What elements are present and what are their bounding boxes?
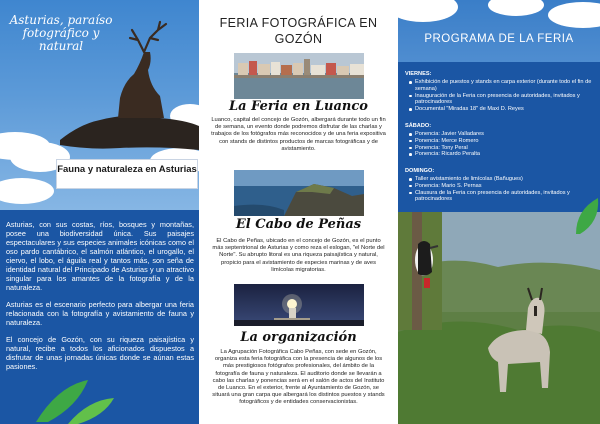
leaf-decoration-icon (570, 196, 600, 236)
intro-paragraph: Asturias, con sus costas, ríos, bosques y montañas, posee una biodiversidad única. Sus paisajes espectaculares y sus especies animales icónicas como el oso pardo cantábrico, el salmón atlántico, el urogallo, el ciervo, el lobo, el águila real y tantos más, son seña de identidad natural del Principado de Asturias y un atractivo singular para los amantes de la fotografía y de la naturaleza. (6, 220, 194, 292)
day-label-sabado: SÁBADO: (405, 123, 432, 129)
list-item: Clausura de la Feria con presencia de autoridades, invitados y patrocinadores (408, 190, 594, 204)
feria-title: FERIA FOTOGRÁFICA EN GOZÓN (219, 16, 378, 46)
viernes-list (408, 79, 594, 113)
list-item: Documental "Miradas 18" de Maxi D. Reyes (408, 106, 594, 113)
scenario-paragraph: Asturias es el escenario perfecto para albergar una feria relacionada con la fotografía y avistamiento de fauna y naturaleza. (6, 300, 194, 327)
script-title: Asturias, paraíso fotográfico y natural (9, 13, 113, 53)
leaf-decoration-icon (28, 376, 118, 424)
list-item: Ponencia: Merce Romero (408, 138, 594, 145)
left-panel (0, 0, 199, 424)
list-item: Ponencia: Tony Peral (408, 145, 594, 152)
list-item: Exhibición de puestos y stands en carpa exterior (durante todo el fin de semana) (408, 79, 594, 93)
section-text-organizacion: La Agrupación Fotográfica Cabo Peñas, con sede en Gozón, organiza esta feria fotográfica con la presencia de algunos de los más prestigiosos fotógrafos profesionales, del ámbito de la fotografía de fauna y naturaleza. El auditorio donde se llevarán a cabo las charlas y ponencias será en el salón de actos del Instituto de Luanco. En el exterior, frente al Ayuntamiento de Gozón, se situará una gran carpa que albergará los distintos puestos y stands fotográficos y de entidades conservacionistas. (212, 349, 385, 406)
list-item: Inauguración de la Feria con presencia de autoridades, invitados y patrocinadores (408, 93, 594, 107)
section-heading-cabo: El Cabo de Peñas (235, 217, 362, 232)
day-label-viernes: VIERNES: (405, 71, 432, 77)
cabo-penas-photo (234, 170, 364, 216)
lighthouse-photo (234, 284, 364, 326)
domingo-list (408, 176, 594, 203)
wildlife-photo (398, 212, 600, 424)
right-panel (398, 0, 600, 424)
section-heading-organizacion: La organización (240, 330, 357, 345)
luanco-photo (234, 53, 364, 99)
list-item: Ponencia: Ricardo Peralta (408, 151, 594, 158)
gozon-paragraph: El concejo de Gozón, con su riqueza paisajística y natural, recibe a todos los aficionados dispuestos a disfrutar de unas jornadas únicas donde se aúnan estas pasiones. (6, 335, 194, 371)
section-text-luanco: Luanco, capital del concejo de Gozón, albergará durante todo un fin de semana, un evento donde podremos disfrutar de las charlas y trabajos de los fotógrafos más reconocidos y de una feria expositiva con stands de distintos productos de marcas fotográficas y de avistamiento. (211, 117, 386, 152)
left-text-block (6, 220, 194, 379)
section-text-cabo: El Cabo de Peñas, ubicado en el concejo de Gozón, es el punto más septentrional de Asturias y como reza el eslogan, "el Norte del Norte". Su abrupto litoral es una riqueza paisajística y natural, propicio para el avistamiento de especies marinas y de aves limícolas migratorias. (212, 238, 385, 273)
fauna-title-box: Fauna y naturaleza en Asturias (56, 159, 198, 189)
sabado-list (408, 131, 594, 158)
day-label-domingo: DOMINGO: (405, 168, 435, 174)
list-item: Ponencia: Javier Valladares (408, 131, 594, 138)
list-item: Ponencia: Mario S. Pernas (408, 183, 594, 190)
section-heading-luanco: La Feria en Luanco (229, 99, 368, 114)
middle-panel (199, 0, 398, 424)
list-item: Taller avistamiento de limícolas (Bañugues) (408, 176, 594, 183)
programa-title: PROGRAMA DE LA FERIA (424, 33, 574, 45)
